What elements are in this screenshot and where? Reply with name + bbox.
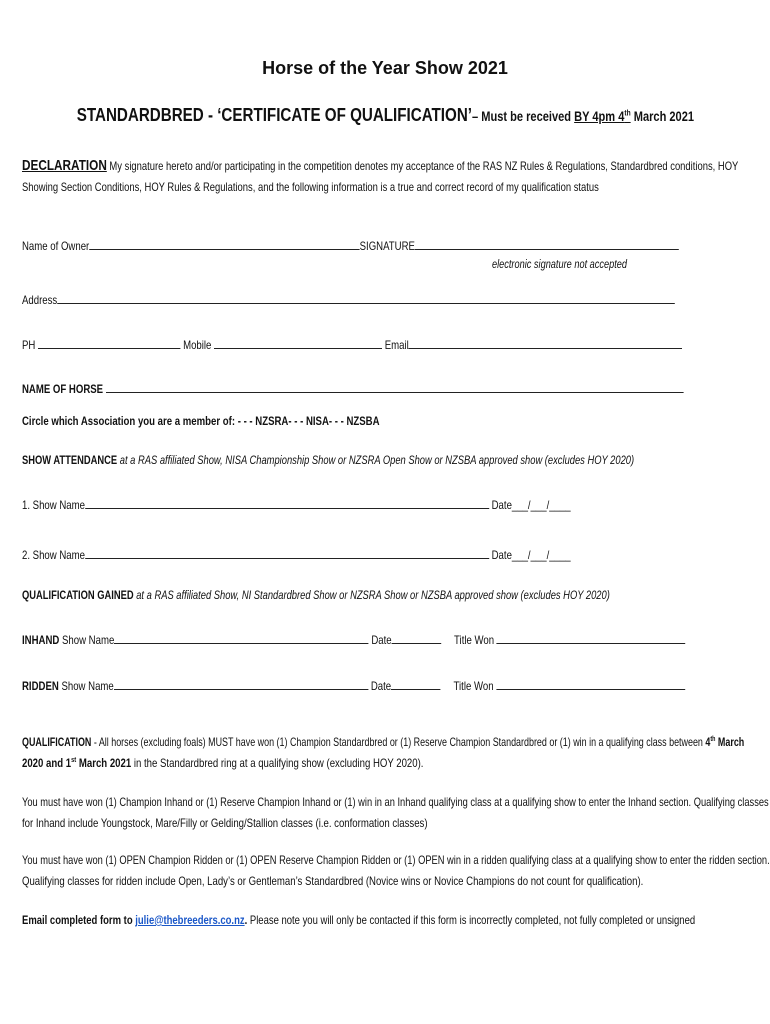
ridden-label: RIDDEN xyxy=(22,679,59,693)
subtitle-condensed xyxy=(76,104,693,126)
qualification-p1-date-1 xyxy=(705,735,744,749)
email-instruction-dot: . xyxy=(244,913,250,927)
ridden-date-label: Date xyxy=(368,679,392,693)
qualification-p1-text-2: in the Standardbred ring at a qualifying show (excluding HOY 2020). xyxy=(131,756,424,770)
qualification-heading: QUALIFICATION xyxy=(22,735,92,749)
attendance-heading-row xyxy=(22,453,770,467)
ridden-show-field[interactable] xyxy=(114,678,368,690)
signature-note-row xyxy=(492,257,661,271)
attendance-note: at a RAS affiliated Show, NISA Championship Show or NZSRA Open Show or NZSBA approved show (excludes HOY 2020) xyxy=(117,453,635,467)
address-row xyxy=(22,292,770,307)
deadline-sup: th xyxy=(623,108,631,118)
email-label: Email xyxy=(382,338,409,352)
owner-name-field[interactable] xyxy=(89,238,359,250)
inhand-date-label: Date xyxy=(368,633,392,647)
qualification-p2-line-2 xyxy=(22,816,529,830)
qualification-p1-text-1: - All horses (excluding foals) MUST have won (1) Champion Standardbred or (1) Reserve Champion Standardbred or (1) win in a qualifying class between xyxy=(91,735,706,749)
horse-condensed xyxy=(22,381,683,396)
email-field[interactable] xyxy=(409,337,683,349)
ridden-row xyxy=(22,678,770,693)
show-2-date[interactable]: Date___/___/____ xyxy=(488,548,571,562)
attendance-condensed xyxy=(22,453,634,467)
declaration-line-1 xyxy=(22,157,770,174)
address-field[interactable] xyxy=(57,292,675,304)
qualification-p1-day-1: 4 xyxy=(705,735,711,749)
inhand-condensed xyxy=(22,632,686,647)
show-2-label: 2. Show Name xyxy=(22,548,85,562)
contact-email-link[interactable]: julie@thebreeders.co.nz xyxy=(135,913,245,927)
deadline-prefix: – Must be received xyxy=(471,109,574,124)
horse-row xyxy=(22,381,770,396)
qualification-p1-day-2: 2020 and 1 xyxy=(22,756,72,770)
declaration-heading: DECLARATION xyxy=(22,157,107,174)
signature-field[interactable] xyxy=(415,238,679,250)
qualification-p2-line-1 xyxy=(22,795,770,809)
phone-field[interactable] xyxy=(38,337,180,349)
inhand-show-label: Show Name xyxy=(59,633,115,647)
inhand-row xyxy=(22,632,770,647)
association-row xyxy=(22,414,469,428)
qualification-p1-sup-1: th xyxy=(710,734,716,743)
page-title: Horse of the Year Show 2021 xyxy=(262,58,508,78)
inhand-title-label: Title Won xyxy=(454,633,497,647)
qualification-gained-note: at a RAS affiliated Show, NI Standardbred Show or NZSRA Show or NZSBA approved show (excludes HOY 2020) xyxy=(133,588,610,602)
horse-label: NAME OF HORSE xyxy=(22,382,106,396)
certificate-heading: STANDARDBRED - ‘CERTIFICATE OF QUALIFICATION’ xyxy=(76,104,472,125)
ridden-title-field[interactable] xyxy=(496,678,685,690)
ridden-title-label: Title Won xyxy=(453,679,497,693)
qualification-p1-sup-2: st xyxy=(71,755,77,764)
deadline-by xyxy=(574,109,631,124)
show-1-condensed xyxy=(22,497,571,512)
owner-name-label: Name of Owner xyxy=(22,239,90,253)
show-1-label: 1. Show Name xyxy=(22,498,85,512)
qualification-p1-month-2: March 2021 xyxy=(76,756,132,770)
qualification-p1-month-1: March xyxy=(715,735,745,749)
declaration-condensed-2 xyxy=(22,180,599,194)
show-1-name-field[interactable] xyxy=(85,497,489,509)
attendance-heading: SHOW ATTENDANCE xyxy=(22,453,118,467)
qualification-p3-text-2: Qualifying classes for ridden include Open, Lady’s or Gentleman’s Standardbred (Novice wins or Novice Champions do not count for qualification). xyxy=(22,874,644,888)
qualification-p3-line-2 xyxy=(22,874,770,888)
phone-label: PH xyxy=(22,338,39,352)
owner-row xyxy=(22,238,770,253)
qualification-gained-row xyxy=(22,588,770,602)
email-instruction-note: Please note you will only be contacted if this form is incorrectly completed, not fully completed or unsigned xyxy=(249,913,696,927)
show-1-date[interactable]: Date___/___/____ xyxy=(488,498,571,512)
declaration-line-2 xyxy=(22,180,757,194)
inhand-show-field[interactable] xyxy=(114,632,368,644)
mobile-label: Mobile xyxy=(180,338,215,352)
email-instruction-row xyxy=(22,913,770,927)
address-label: Address xyxy=(22,293,58,307)
qualification-p2-text-1: You must have won (1) Champion Inhand or (1) Reserve Champion Inhand or (1) win in an Inhand qualifying class at a qualifying show to enter the Inhand section. Qualifying classes xyxy=(22,795,769,809)
qualification-p1-line-2 xyxy=(22,756,524,770)
signature-note: electronic signature not accepted xyxy=(492,259,628,271)
declaration-condensed-1 xyxy=(22,157,738,174)
declaration-text-2: Showing Section Conditions, HOY Rules & Regulations, and the following information is a true and correct record of my qualification status xyxy=(22,180,599,194)
show-1-row xyxy=(22,497,708,512)
form-subtitle xyxy=(0,104,770,126)
signature-label: SIGNATURE xyxy=(359,239,415,253)
declaration-text-1: My signature hereto and/or participating in the competition denotes my acceptance of the RAS NZ Rules & Regulations, Standardbred conditions, HOY xyxy=(106,159,739,173)
address-condensed xyxy=(22,292,675,307)
email-instruction-condensed xyxy=(22,913,695,927)
qualification-p1-condensed-1 xyxy=(22,735,744,749)
qualification-p2-text-2: for Inhand include Youngstock, Mare/Filly or Gelding/Stallion classes (i.e. conformation classes) xyxy=(22,816,428,830)
mobile-field[interactable] xyxy=(214,337,382,349)
qualification-p1-condensed-2 xyxy=(22,756,423,770)
contact-row xyxy=(22,337,770,352)
qualification-gained-heading: QUALIFICATION GAINED xyxy=(22,588,134,602)
inhand-date-field[interactable] xyxy=(392,632,442,644)
show-2-condensed xyxy=(22,547,571,562)
contact-condensed xyxy=(22,337,682,352)
qualification-p1-line-1 xyxy=(22,735,770,749)
ridden-date-field[interactable] xyxy=(391,678,441,690)
qualification-gained-condensed xyxy=(22,588,610,602)
email-instruction-lead: Email completed form to xyxy=(22,913,136,927)
show-2-name-field[interactable] xyxy=(85,547,489,559)
owner-condensed xyxy=(22,238,679,253)
show-2-row xyxy=(22,547,708,562)
inhand-title-field[interactable] xyxy=(497,632,686,644)
deadline-suffix: March 2021 xyxy=(630,109,694,124)
ridden-condensed xyxy=(22,678,685,693)
inhand-label: INHAND xyxy=(22,633,60,647)
deadline-date: BY 4pm 4 xyxy=(573,109,624,124)
horse-name-field[interactable] xyxy=(106,381,684,393)
association-text: Circle which Association you are a member of: - - - NZSRA- - - NISA- - - NZSBA xyxy=(22,414,380,428)
qualification-p3-text-1: You must have won (1) OPEN Champion Ridden or (1) OPEN Reserve Champion Ridden or (1) OPEN win in a ridden qualifying class at a qualifying show to enter the ridden section. xyxy=(22,853,770,867)
ridden-show-label: Show Name xyxy=(58,679,114,693)
qualification-p1-date-2 xyxy=(22,756,131,770)
qualification-p3-line-1 xyxy=(22,853,770,867)
